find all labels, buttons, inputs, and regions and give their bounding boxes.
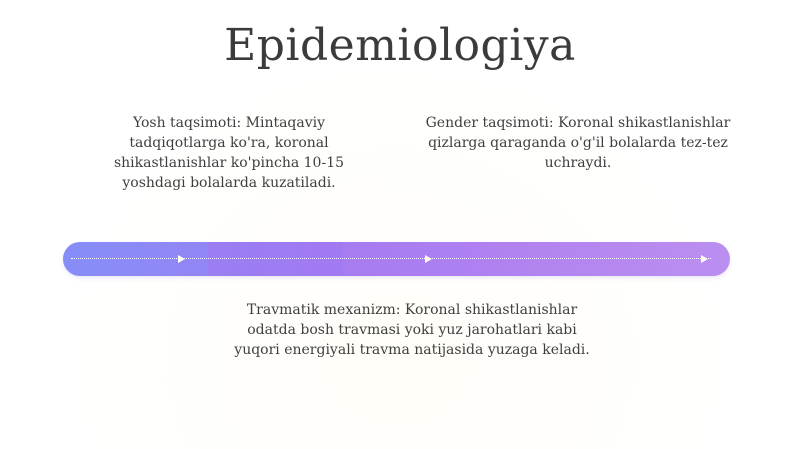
timeline-bar xyxy=(63,242,730,276)
arrow-right-icon xyxy=(425,255,432,263)
arrow-right-icon xyxy=(178,255,185,263)
timeline-segment xyxy=(63,242,208,276)
gender-distribution-text: Gender taqsimoti: Koronal shikastlanishlar qizlarga qaraganda o'g'il bolalarda tez-tez uchraydi. xyxy=(425,115,731,171)
slide-title: Epidemiologiya xyxy=(224,20,576,71)
arrow-right-icon xyxy=(701,255,708,263)
age-distribution-text: Yosh taqsimoti: Mintaqaviy tadqiqotlarga ko'ra, koronal shikastlanishlar ko'pincha 10-15 yoshdagi bolalarda kuzatiladi. xyxy=(113,115,345,191)
timeline-segment xyxy=(208,242,343,276)
timeline-segment xyxy=(343,242,483,276)
trauma-mechanism-text: Travmatik mexanizm: Koronal shikastlanishlar odatda bosh travmasi yoki yuz jarohatlari kabi yuqori energiyali travma natijasida yuzaga keladi. xyxy=(234,302,590,358)
timeline-dotted-line xyxy=(71,258,711,259)
